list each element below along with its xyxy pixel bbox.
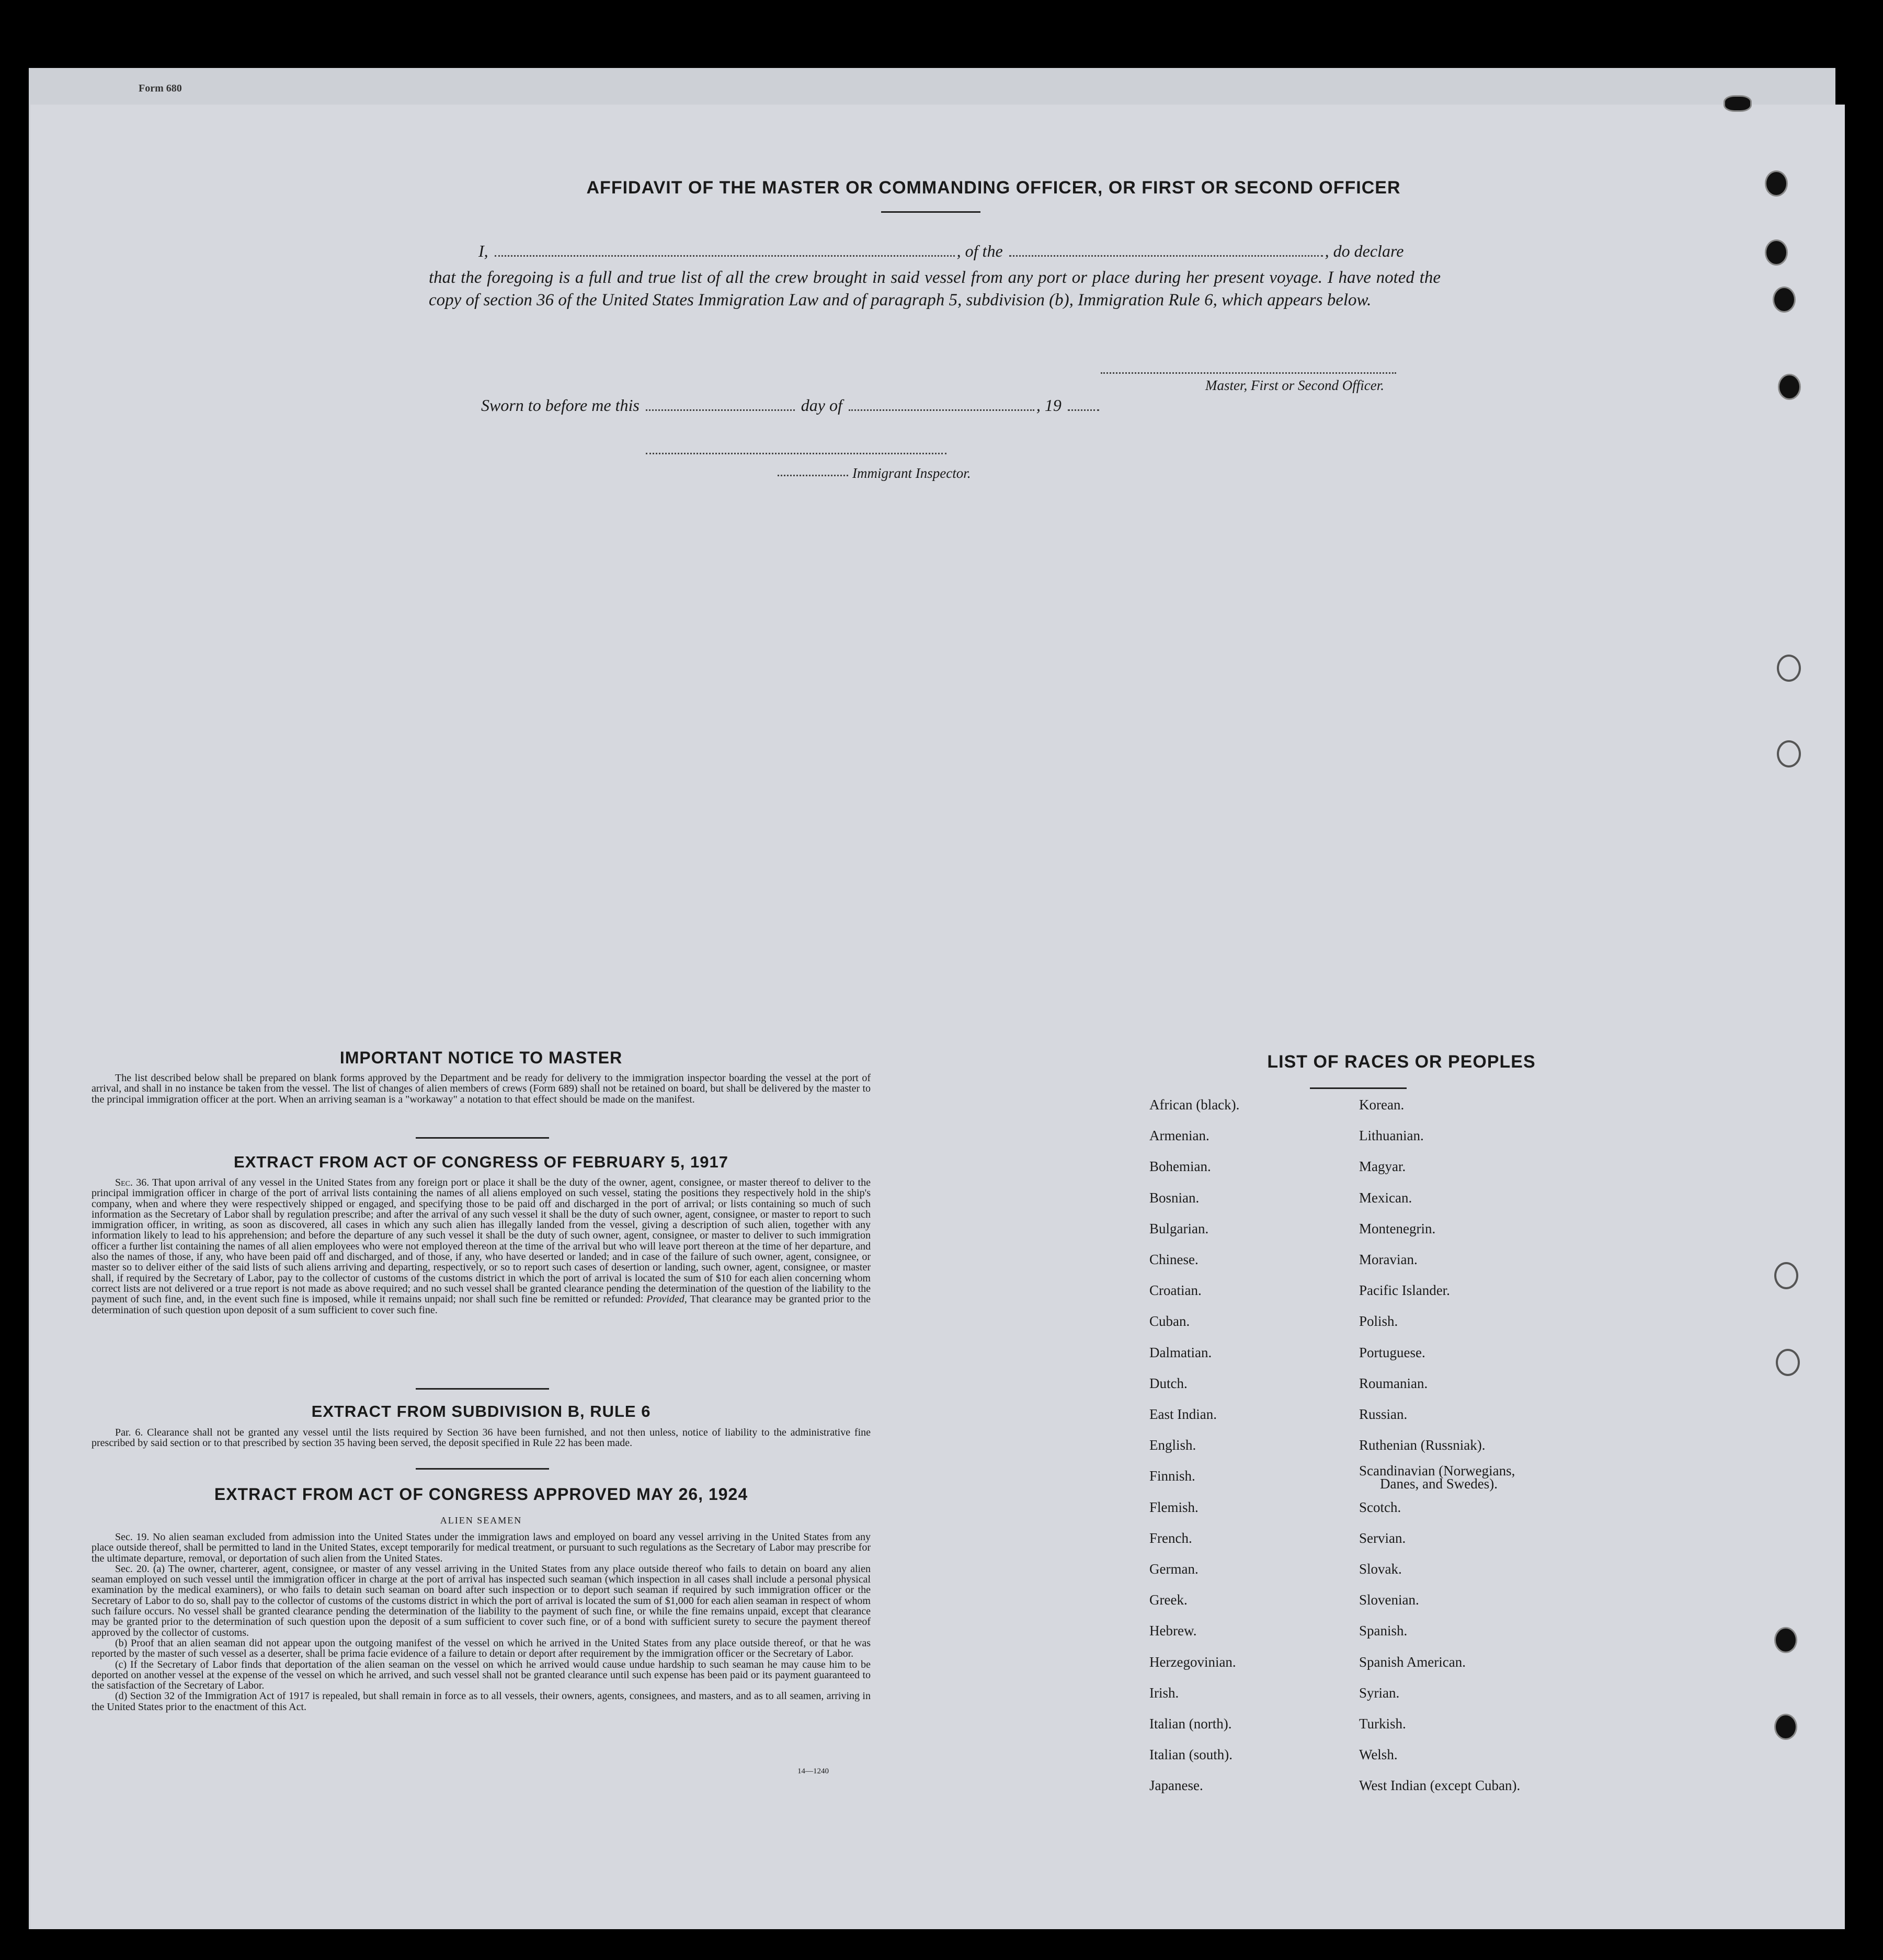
race-item: Turkish. xyxy=(1359,1716,1406,1732)
punch-hole xyxy=(1765,239,1788,266)
race-item: Scandinavian (Norwegians, xyxy=(1359,1463,1515,1479)
divider xyxy=(881,211,980,213)
punch-hole xyxy=(1774,1627,1797,1653)
section-20d: (d) Section 32 of the Immigration Act of 1917 is repealed, but shall remain in force as to all vessels, their owners, agents, consignees, and masters, and as to all seamen, arriving in the United States prior to the enactment of this Act. xyxy=(92,1690,871,1713)
punch-hole xyxy=(1773,286,1796,313)
race-item: Polish. xyxy=(1359,1313,1398,1329)
race-item: Magyar. xyxy=(1359,1159,1406,1175)
race-item: German. xyxy=(1149,1561,1199,1577)
inspector-label: Immigrant Inspector. xyxy=(852,465,971,481)
punch-hole xyxy=(1777,655,1801,682)
section-20a: Sec. 20. (a) The owner, charterer, agent, consignee, or master of any vessel arriving in the United States from any place outside thereof who fails to detain on board any alien seaman employed on such vessel until the immigration officer in charge at the port of arrival has inspected such seaman (which inspection in all cases shall include a personal physical examination by the medical examiners), or who fails to detain such seaman on board after such inspection or to deport such seaman if required by such immigration officer or the Secretary of Labor to do so, shall pay to the collector of customs of the customs district in which the port of arrival is located the sum of $1,000 for each alien seaman in respect of whom such failure occurs. No vessel shall be granted clearance pending the determination of the liability to the payment of such fine, or while the fine remains unpaid, except that clearance may be granted prior to the determination of such question upon the deposit of a sum sufficient to cover such fine, or of a bond with sufficient surety to secure the payment thereof approved by the collector of customs. xyxy=(92,1563,871,1638)
affidavit-declaration-line xyxy=(478,242,1441,261)
master-signature-label: Master, First or Second Officer. xyxy=(1205,377,1384,393)
race-item: Ruthenian (Russniak). xyxy=(1359,1437,1486,1453)
section-36-paragraph xyxy=(92,1177,871,1315)
punch-hole xyxy=(1777,740,1801,767)
race-item: Bosnian. xyxy=(1149,1189,1200,1206)
provided-word: Provided, xyxy=(646,1293,687,1305)
punch-hole xyxy=(1778,374,1801,400)
divider xyxy=(416,1137,549,1139)
extract-1917-text xyxy=(92,1177,871,1315)
extract-1917-title: EXTRACT FROM ACT OF CONGRESS OF FEBRUARY 5, 1917 xyxy=(234,1153,728,1171)
master-signature-line[interactable] xyxy=(1101,372,1396,374)
race-item: Slovenian. xyxy=(1359,1592,1419,1608)
inspector-signature-line[interactable] xyxy=(646,453,946,454)
punch-hole xyxy=(1774,1714,1797,1740)
divider xyxy=(416,1388,549,1390)
race-item: Roumanian. xyxy=(1359,1375,1428,1391)
race-item: Chinese. xyxy=(1149,1252,1199,1267)
section-36-end: That clearance may be granted prior to the determination of such question upon deposit of a sum sufficient to cover such fine. xyxy=(92,1293,871,1316)
day-blank[interactable] xyxy=(646,409,795,411)
alien-seamen-subtitle: ALIEN SEAMEN xyxy=(440,1515,522,1526)
race-item: Syrian. xyxy=(1359,1684,1400,1701)
race-item: Korean. xyxy=(1359,1097,1405,1113)
notice-paragraph: The list described below shall be prepared on blank forms approved by the Department and be ready for delivery to the immigration inspector boarding the vessel at the port of arrival, and shall in no instance be taken from the vessel. The list of changes of alien members of crews (Form 689) shall not be retained on board, but shall be delivered by the master to the principal immigration officer at the port. When an arriving seaman is a "workaway" a notation to that effect should be made on the manifest. xyxy=(92,1072,871,1105)
race-item: West Indian (except Cuban). xyxy=(1359,1778,1521,1794)
punch-hole xyxy=(1774,1262,1798,1289)
section-20b: (b) Proof that an alien seaman did not appear upon the outgoing manifest of the vessel on which he arrived in the United States from any place outside thereof, or that he was reported by the master of such vessel as a deserter, shall be prima facie evidence of a failure to detain or deport after requirement by the immigration officer or the Secretary of Labor. xyxy=(92,1637,871,1660)
vessel-blank[interactable] xyxy=(1009,255,1323,257)
race-item: East Indian. xyxy=(1149,1406,1217,1422)
section-36-label: Sec. 36. xyxy=(115,1177,150,1188)
race-item: Montenegrin. xyxy=(1359,1220,1436,1236)
punch-hole xyxy=(1776,1349,1800,1376)
race-item: French. xyxy=(1149,1530,1192,1546)
sworn-day-of: day of xyxy=(801,396,842,415)
race-item: Hebrew. xyxy=(1149,1623,1197,1639)
race-item: Italian (south). xyxy=(1149,1747,1232,1763)
race-item: Moravian. xyxy=(1359,1252,1418,1267)
name-blank[interactable] xyxy=(495,255,955,257)
race-item: Scotch. xyxy=(1359,1499,1401,1515)
sworn-text: Sworn to before me this xyxy=(481,396,640,415)
race-item: Croatian. xyxy=(1149,1282,1202,1299)
month-blank[interactable] xyxy=(849,409,1034,411)
extract-1924-text xyxy=(92,1532,871,1712)
divider xyxy=(416,1468,549,1470)
extract-rule6-title: EXTRACT FROM SUBDIVISION B, RULE 6 xyxy=(311,1402,651,1420)
punch-hole xyxy=(1765,170,1788,197)
race-item: Herzegovinian. xyxy=(1149,1654,1236,1670)
year-blank[interactable] xyxy=(1068,409,1099,411)
race-item: African (black). xyxy=(1149,1097,1240,1113)
sworn-year: , 19 xyxy=(1036,396,1062,415)
affidavit-of-the: , of the xyxy=(956,242,1003,260)
rule6-paragraph: Par. 6. Clearance shall not be granted any vessel until the lists required by Section 36 have been furnished, and not then unless, notice of liability to the administrative fine prescribed by said section or to that prescribed by section 35 having been served, the deposit specified in Rule 22 has been made. xyxy=(92,1427,871,1449)
race-item-continuation: Danes, and Swedes). xyxy=(1380,1476,1498,1492)
affidavit-paragraph: that the foregoing is a full and true list of all the crew brought in said vessel from any port or place during her present voyage. I have noted the copy of section 36 of the United States Immigration Law and of paragraph 5, subdivision (b), Immigration Rule 6, which appears below. xyxy=(429,268,1441,310)
race-item: Italian (north). xyxy=(1149,1716,1232,1732)
extract-1924-title: EXTRACT FROM ACT OF CONGRESS APPROVED MAY 26, 1924 xyxy=(214,1485,748,1504)
race-item: Dutch. xyxy=(1149,1375,1188,1391)
section-20c: (c) If the Secretary of Labor finds that deportation of the alien seaman on the vessel on which he arrived would cause undue hardship to such seaman he may cause him to be deported on another vessel at the expense of the vessel on which he arrived, and such vessel shall not be granted clearance until such expense has been paid or its payment guaranteed to the satisfaction of the Secretary of Labor. xyxy=(92,1658,871,1692)
race-item: Irish. xyxy=(1149,1684,1179,1701)
race-item: English. xyxy=(1149,1437,1196,1453)
race-item: Welsh. xyxy=(1359,1747,1398,1763)
notice-text xyxy=(92,1073,871,1105)
race-item: Armenian. xyxy=(1149,1128,1209,1144)
race-item: Greek. xyxy=(1149,1592,1188,1608)
race-item: Lithuanian. xyxy=(1359,1128,1424,1144)
race-item: Spanish. xyxy=(1359,1623,1408,1639)
sworn-line xyxy=(481,396,1101,415)
race-item: Russian. xyxy=(1359,1406,1408,1422)
print-code: 14—1240 xyxy=(797,1767,829,1775)
race-item: Mexican. xyxy=(1359,1189,1412,1206)
extract-rule6-text xyxy=(92,1427,871,1449)
section-19: Sec. 19. No alien seaman excluded from admission into the United States under the immigration laws and employed on board any vessel arriving in the United States from any place outside thereof, shall be permitted to land in the United States, except temporarily for medical treatment, or pursuant to such regulations as the Secretary of Labor may prescribe for the ultimate departure, removal, or deportation of such alien from the United States. xyxy=(92,1531,871,1564)
notice-title: IMPORTANT NOTICE TO MASTER xyxy=(339,1048,623,1067)
race-item: Finnish. xyxy=(1149,1468,1195,1484)
divider xyxy=(1310,1087,1407,1089)
punch-hole xyxy=(1724,95,1752,112)
race-item: Bulgarian. xyxy=(1149,1220,1209,1236)
race-item: Japanese. xyxy=(1149,1778,1203,1794)
race-item: Servian. xyxy=(1359,1530,1406,1546)
affidavit-title: AFFIDAVIT OF THE MASTER OR COMMANDING OFFICER, OR FIRST OR SECOND OFFICER xyxy=(586,178,1401,198)
race-item: Flemish. xyxy=(1149,1499,1199,1515)
races-title: LIST OF RACES OR PEOPLES xyxy=(1267,1052,1536,1072)
race-item: Spanish American. xyxy=(1359,1654,1466,1670)
race-item: Dalmatian. xyxy=(1149,1344,1212,1360)
race-item: Slovak. xyxy=(1359,1561,1402,1577)
section-36-body: That upon arrival of any vessel in the United States from any foreign port or place it shall be the duty of the owner, agent, consignee, or master thereof to deliver to the principal immigration officer in charge of the port of arrival lists containing the names of all aliens employed on such vessel, stating the positions they respectively hold in the ship's company, when and where they were respectively shipped or engaged, and specifying those to be paid off and discharged in the port of arrival; or lists containing so much of such information as the Secretary of Labor shall by regulation prescribe; and after the arrival of any such vessel it shall be the duty of such owner, agent, consignee, or master to report to such immigration officer, in writing, as soon as discovered, all cases in which any such alien has illegally landed from the vessel, giving a description of such alien, together with any information likely to lead to his apprehension; and before the departure of any such vessel it shall be the duty of such owner, agent, consignee, or master to deliver to such immigration officer a further list containing the names of all alien employees who were not employed thereon at the time of the arrival but who will leave port thereon at the time of her departure, and also the names of those, if any, who have been paid off and discharged, and of those, if any, who have deserted or landed; and in case of the failure of such owner, agent, consignee, or master so to deliver either of the said lists of such aliens arriving and departing, respectively, or so to report such cases of desertion or landing, such owner, agent, consignee, or master shall, if required by the Secretary of Labor, pay to the collector of customs of the customs district in which the port of arrival is located the sum of $10 for each alien concerning whom correct lists are not delivered or a true report is not made as above required; and no such vessel shall be granted clearance pending the determination of the question of the liability to the payment of such fine, and, in the event such fine is imposed, while it remains unpaid; nor shall such fine be remitted or refunded: xyxy=(92,1177,871,1305)
race-item: Bohemian. xyxy=(1149,1159,1211,1175)
affidavit-i: I, xyxy=(478,242,488,260)
affidavit-do-declare: , do declare xyxy=(1325,242,1404,260)
race-item: Portuguese. xyxy=(1359,1344,1425,1360)
race-item: Cuban. xyxy=(1149,1313,1190,1329)
form-number: Form 680 xyxy=(139,83,182,94)
race-item: Pacific Islander. xyxy=(1359,1282,1450,1299)
inspector-signature-line-short[interactable] xyxy=(778,475,848,476)
